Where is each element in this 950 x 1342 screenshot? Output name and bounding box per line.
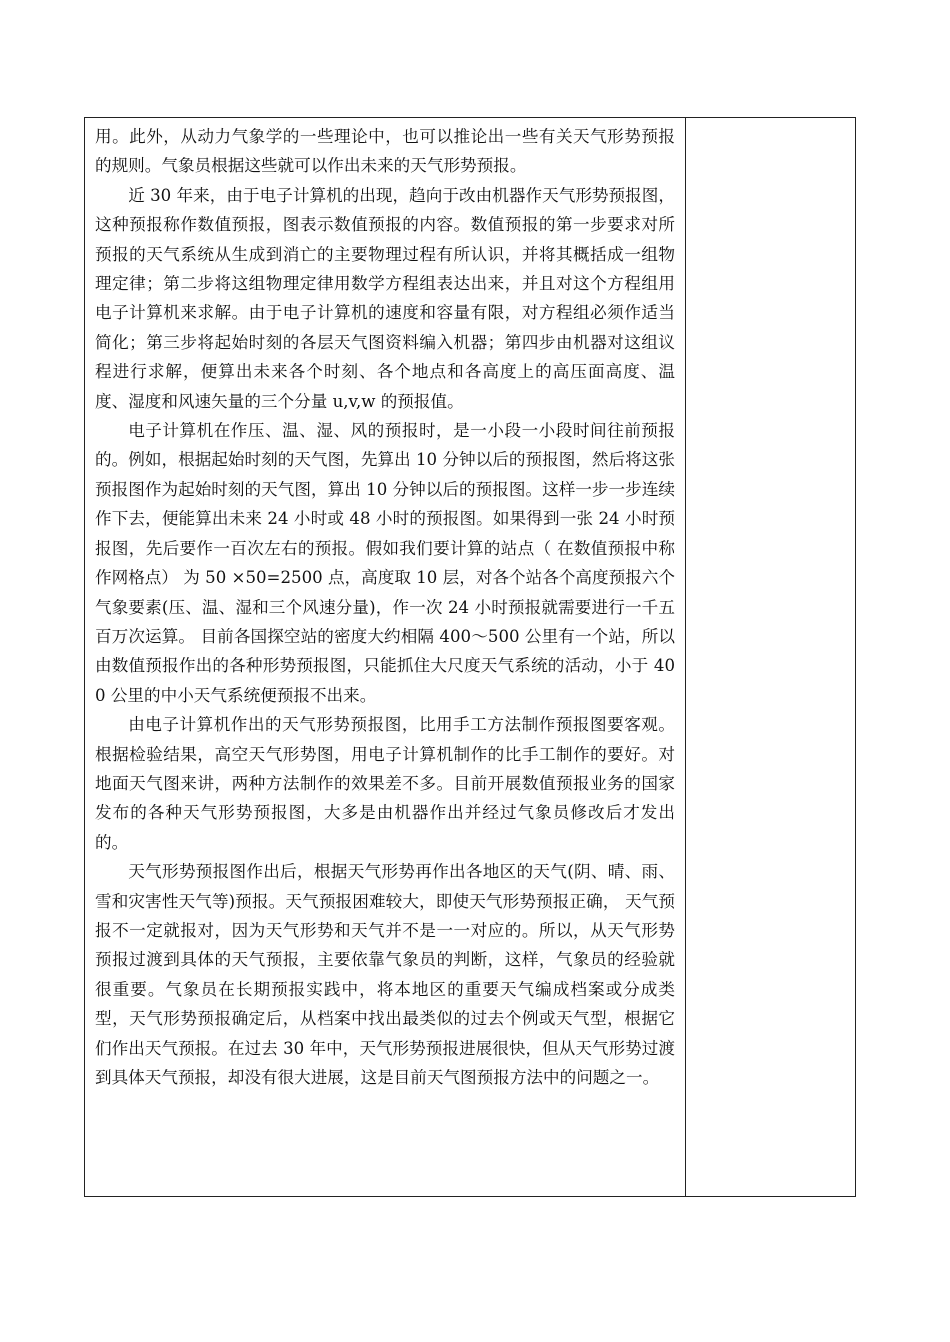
side-empty-cell (686, 118, 855, 1196)
main-text-cell (85, 118, 686, 1196)
paragraph-numerical-forecast: 近 30 年来，由于电子计算机的出现，趋向于改由机器作天气形势预报图，这种预报称作数值预报，图表示数值预报的内容。数值预报的第一步要求对所预报的天气系统从生成到消亡的主要物理过程有所认识，并将其概括成一组物理定律；第二步将这组物理定律用数学方程组表达出来，并且对这个方程组用电子计算机来求解。由于电子计算机的速度和容量有限，对方程组必须作适当简化；第三步将起始时刻的各层天气图资料编入机器；第四步由机器对这组议程进行求解，便算出未来各个时刻、各个地点和各高度上的高压面高度、温度、湿度和风速矢量的三个分量 u,v,w 的预报值。 (95, 185, 675, 411)
document-table (84, 117, 856, 1197)
paragraph-weather-forecast: 天气形势预报图作出后，根据天气形势再作出各地区的天气(阴、晴、雨、 雪和灾害性天气等)预报。天气预报困难较大，即使天气形势预报正确， 天气预报不一定就报对，因为天气形势和天气并不是一一对应的。所以，从天气形势预报过渡到具体的天气预报，主要依靠气象员的判断，这样，气象员的经验就很重要。气象员在长期预报实践中，将本地区的重要天气编成档案或分成类型，天气形势预报确定后，从档案中找出最类似的过去个例或天气型，根据它们作出天气预报。在过去 30 年中，天气形势预报进展很快，但从天气形势过渡到具体天气预报，却没有很大进展，这是目前天气图预报方法中的问题之一。 (95, 862, 675, 1087)
paragraph-computation-steps: 电子计算机在作压、温、湿、风的预报时，是一小段一小段时间往前预报的。例如，根据起始时刻的天气图，先算出 10 分钟以后的预报图，然后将这张预报图作为起始时刻的天气图，算出 10 分钟以后的预报图。这样一步一步连续作下去，便能算出未来 24 小时或 48 小时的预报图。如果得到一张 24 小时预报图，先后要作一百次左右的预报。假如我们要计算的站点（ 在数值预报中称作网格点） 为 50 ×50=2500 点，高度取 10 层，对各个站各个高度预报六个气象要素(压、温、湿和三个风速分量)，作一次 24 小时预报就需要进行一千五百万次运算。 目前各国探空站的密度大约相隔 400～500 公里有一个站，所以由数值预报作出的各种形势预报图，只能抓住大尺度天气系统的活动，小于 400 公里的中小天气系统便预报不出来。 (95, 421, 675, 705)
paragraph-objectivity: 由电子计算机作出的天气形势预报图，比用手工方法制作预报图要客观。根据检验结果，高空天气形势图，用电子计算机制作的比手工制作的要好。对地面天气图来讲，两种方法制作的效果差不多。目前开展数值预报业务的国家发布的各种天气形势预报图，大多是由机器作出并经过气象员修改后才发出的。 (95, 715, 675, 852)
paragraph-continuation: 用。此外，从动力气象学的一些理论中，也可以推论出一些有关天气形势预报的规则。气象员根据这些就可以作出未来的天气形势预报。 (95, 127, 675, 176)
